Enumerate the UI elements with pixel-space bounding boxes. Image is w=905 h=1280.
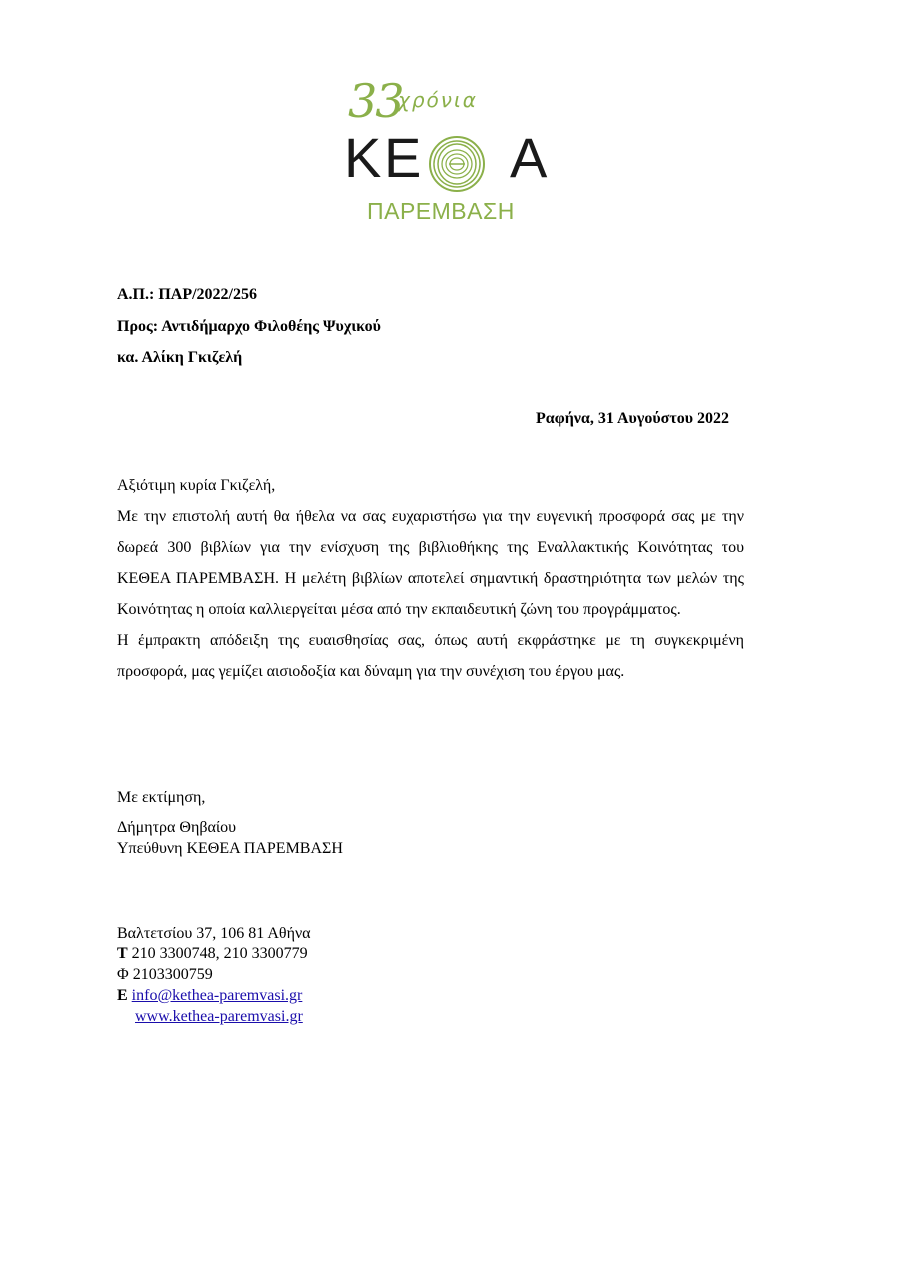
logo-letter-k: Κ — [344, 126, 382, 189]
logo-letter-a: Α — [510, 126, 548, 189]
paragraph-2: Η έμπρακτη απόδειξη της ευαισθησίας σας, όπως αυτή εκφράστηκε με τη συγκεκριμένη προσφορά, μας γεμίζει αισιοδοξία και δύναμη για την συνέχιση του έργου μας. — [117, 632, 744, 680]
logo-subtitle: ΠΑΡΕΜΒΑΣΗ — [367, 198, 515, 224]
kethea-logo — [340, 74, 570, 228]
paragraph-1: Με την επιστολή αυτή θα ήθελα να σας ευχαριστήσω για την ευγενική προσφορά σας με την δωρεά 300 βιβλίων για την ενίσχυση της βιβλιοθήκης της Εναλλακτικής Κοινότητας του ΚΕΘΕΑ ΠΑΡΕΜΒΑΣΗ. Η μελέτη βιβλίων αποτελεί σημαντική δραστηριότητα των μελών της Κοινότητας η οποία καλλιεργείται μέσα από την εκπαιδευτική ζώνη του προγράμματος. — [117, 508, 744, 618]
closing-regards: Με εκτίμηση, — [117, 789, 206, 806]
contact-phone — [117, 945, 308, 963]
signer-title: Υπεύθυνη ΚΕΘΕΑ ΠΑΡΕΜΒΑΣΗ — [117, 840, 343, 857]
logo-letter-e: Ε — [384, 126, 422, 189]
phone-numbers: 210 3300748, 210 3300779 — [127, 945, 308, 962]
email-link[interactable]: info@kethea-paremvasi.gr — [131, 987, 303, 1004]
salutation: Αξιότιμη κυρία Γκιζελή, — [117, 477, 276, 494]
email-label: Ε — [117, 987, 128, 1004]
signer-name: Δήμητρα Θηβαίου — [117, 819, 237, 836]
letter-date: Ραφήνα, 31 Αυγούστου 2022 — [536, 410, 729, 427]
logo-theta-circle-icon — [427, 134, 487, 194]
contact-address: Βαλτετσίου 37, 106 81 Αθήνα — [117, 925, 311, 942]
recipient-title: Προς: Αντιδήμαρχο Φιλοθέης Ψυχικού — [117, 318, 381, 335]
website-link[interactable]: www.kethea-paremvasi.gr — [135, 1008, 303, 1025]
phone-label: Τ — [117, 945, 128, 962]
contact-website — [135, 1008, 303, 1026]
logo-years-word: χρόνια — [398, 88, 478, 112]
letter-body — [117, 470, 744, 687]
reference-number: Α.Π.: ΠΑΡ/2022/256 — [117, 286, 257, 303]
logo-years-number: 33 — [348, 74, 403, 128]
contact-fax: Φ 2103300759 — [117, 966, 213, 983]
contact-email — [117, 987, 302, 1005]
recipient-name: κα. Αλίκη Γκιζελή — [117, 349, 243, 366]
